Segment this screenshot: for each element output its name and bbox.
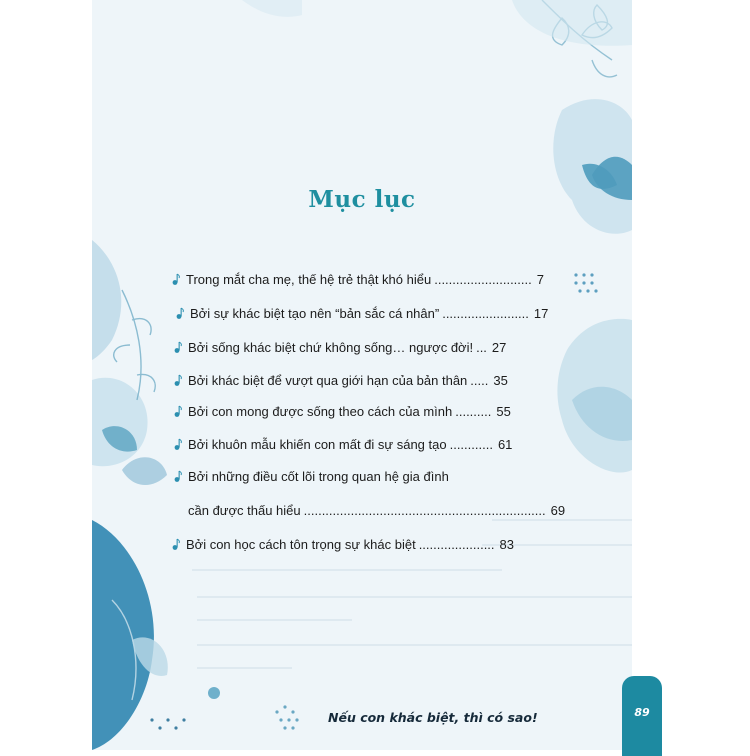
music-note-icon bbox=[176, 307, 184, 319]
toc-page-number: 7 bbox=[536, 272, 544, 287]
running-footer-book-title: Nếu con khác biệt, thì có sao! bbox=[328, 710, 538, 725]
music-note-icon bbox=[174, 470, 182, 482]
toc-entry-title: Bởi sống khác biệt chứ không sống… ngược đời! bbox=[188, 340, 474, 355]
toc-leader-dots: ..... bbox=[470, 373, 489, 388]
toc-entry-title: Bởi con học cách tôn trọng sự khác biệt bbox=[186, 537, 416, 552]
toc-leader-dots: ............ bbox=[449, 437, 493, 452]
music-note-icon bbox=[172, 538, 180, 550]
toc-page-number: 55 bbox=[496, 404, 511, 419]
music-note-icon bbox=[174, 341, 182, 353]
toc-leader-dots: ... bbox=[476, 340, 487, 355]
music-note-icon bbox=[174, 438, 182, 450]
toc-leader-dots: ........................... bbox=[434, 272, 532, 287]
toc-entry[interactable] bbox=[174, 469, 449, 484]
toc-page-number: 17 bbox=[533, 306, 549, 321]
music-note-icon bbox=[174, 405, 182, 417]
toc-entry[interactable] bbox=[174, 437, 512, 452]
toc-entry[interactable] bbox=[174, 373, 508, 388]
toc-page-number: 69 bbox=[550, 503, 566, 518]
toc-entry-title: Bởi khác biệt để vượt qua giới hạn của bản thân bbox=[188, 373, 468, 388]
toc-page-number: 83 bbox=[499, 537, 515, 552]
toc-entry[interactable] bbox=[174, 340, 506, 355]
toc-leader-dots: .......... bbox=[455, 404, 492, 419]
toc-list bbox=[92, 0, 632, 750]
toc-entry-title: Trong mắt cha mẹ, thế hệ trẻ thật khó hiểu bbox=[186, 272, 432, 287]
toc-entry-title: Bởi khuôn mẫu khiến con mất đi sự sáng tạo bbox=[188, 437, 447, 452]
toc-entry-continued[interactable] bbox=[188, 503, 565, 518]
toc-entry-title-continued: cần được thấu hiểu bbox=[188, 503, 301, 518]
toc-entry-title: Bởi những điều cốt lõi trong quan hệ gia đình bbox=[188, 469, 449, 484]
toc-entry[interactable] bbox=[176, 306, 548, 321]
book-page bbox=[92, 0, 650, 750]
toc-entry[interactable] bbox=[172, 272, 544, 287]
toc-leader-dots: ................................................................... bbox=[303, 503, 546, 518]
music-note-icon bbox=[172, 273, 180, 285]
music-note-icon bbox=[174, 374, 182, 386]
toc-page-number: 35 bbox=[493, 373, 508, 388]
toc-title: Mục lục bbox=[308, 186, 416, 213]
toc-leader-dots: ........................ bbox=[442, 306, 529, 321]
page-number: 89 bbox=[634, 706, 650, 719]
toc-entry-title: Bởi con mong được sống theo cách của mình bbox=[188, 404, 453, 419]
toc-entry[interactable] bbox=[174, 404, 511, 419]
toc-entry-title: Bởi sự khác biệt tạo nên “bản sắc cá nhân” bbox=[190, 306, 440, 321]
toc-page-number: 27 bbox=[491, 340, 507, 355]
toc-entry[interactable] bbox=[172, 537, 514, 552]
page-number-tab bbox=[622, 676, 662, 756]
toc-leader-dots: ..................... bbox=[418, 537, 495, 552]
toc-page-number: 61 bbox=[497, 437, 513, 452]
